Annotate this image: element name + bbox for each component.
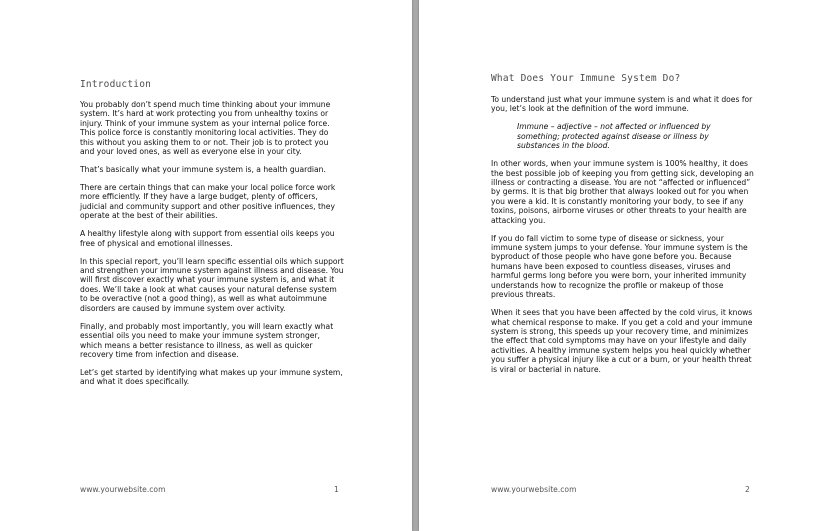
paragraph: Finally, and probably most importantly, you will learn exactly what essential oils you need to make your immune system stronger, which means a better resistance to illness, as well as quicker recovery time from infection and disease.: [80, 321, 334, 359]
document-page-1: [0, 0, 412, 531]
page-body: [491, 95, 756, 383]
paragraph: When it sees that you have been affected by the cold virus, it knows what chemical response to make. If you get a cold and your immune system is strong, this speeds up your recovery time, and minimizes the effect that cold symptoms may have on your lifestyle and daily activities. A healthy immune system helps you heal quickly whether you suffer a physical injury like a cut or a burn, or your health threat is viral or bacterial in nature.: [491, 308, 753, 374]
paragraph: There are certain things that can make your local police force work more efficiently. If they have a large budget, plenty of officers, judicial and community support and other positive influences, they operate at the best of their abilities.: [80, 183, 336, 221]
paragraph: In other words, when your immune system is 100% healthy, it does the best possible job of keeping you from getting sick, developing an illness or contracting a disease. You are not “affected or influenced” by germs. It is that big brother that always looked out for you when you were a kid. It is constantly monitoring your body, to see if any toxins, poisons, airborne viruses or other threats to your health are attacking you.: [491, 159, 754, 225]
definition-quote: Immune – adjective – not affected or influenced by something; protected against disease or illness by substances in the blood.: [517, 122, 711, 151]
page-number: 2: [745, 485, 750, 494]
paragraph: To understand just what your immune system is and what it does for you, let’s look at the definition of the word immune.: [491, 95, 753, 114]
paragraph: Let’s get started by identifying what makes up your immune system, and what it does specifically.: [80, 367, 343, 387]
page-heading: Introduction: [80, 79, 152, 90]
footer-website: www.yourwebsite.com: [491, 485, 577, 494]
page-heading: What Does Your Immune System Do?: [491, 73, 681, 84]
footer-website: www.yourwebsite.com: [80, 485, 166, 494]
paragraph: You probably don’t spend much time thinking about your immune system. It’s hard at work protecting you from unhealthy toxins or injury. Think of your immune system as your internal police force. This police force is constantly monitoring local activities. They do this without you asking them to or not. Their job is to protect you and your loved ones, as well as everyone else in your city.: [80, 100, 331, 157]
paragraph: A healthy lifestyle along with support from essential oils keeps you free of physical and emotional illnesses.: [80, 229, 335, 248]
paragraph: That’s basically what your immune system is, a health guardian.: [80, 165, 326, 175]
document-page-2: [419, 0, 832, 531]
page-number: 1: [334, 485, 339, 494]
paragraph: In this special report, you’ll learn specific essential oils which support and strengthen your immune system against illness and disease. You will first discover exactly what your immune system is, and what it does. We’ll take a look at what causes your natural defense system to be overactive (not a good thing), as well as what autoimmune disorders are caused by immune system over activity.: [80, 256, 344, 313]
paragraph: If you do fall victim to some type of disease or sickness, your immune system jumps to your defense. Your immune system is the byproduct of those people who have gone before you. Because humans have been exposed to countless diseases, viruses and harmful germs long before you were born, your inherited immunity understands how to recognize the profile or makeup of those previous threats.: [491, 233, 748, 300]
page-body: [80, 100, 344, 395]
